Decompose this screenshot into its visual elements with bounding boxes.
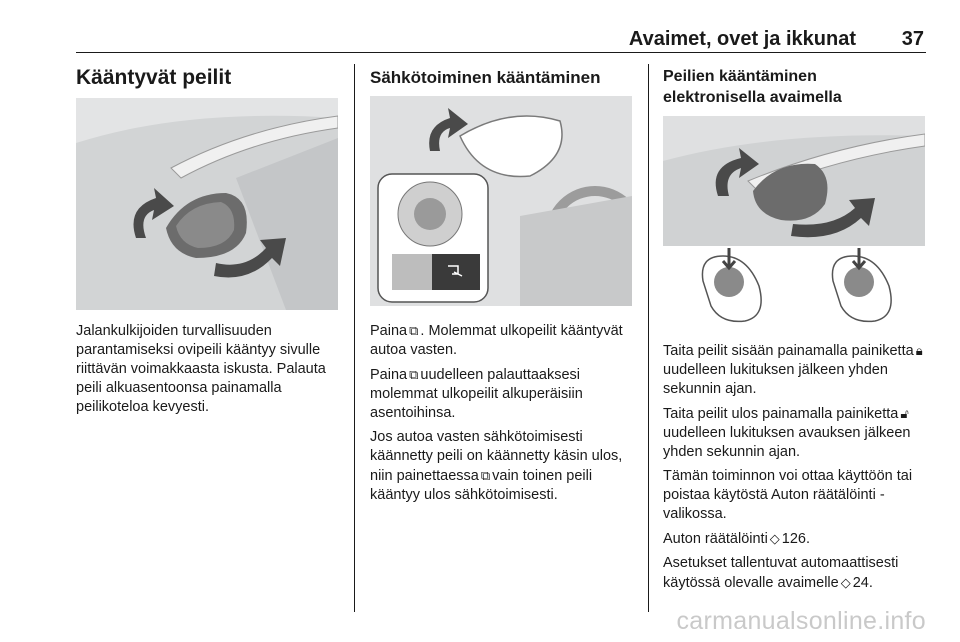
electronic-key-illustration (663, 116, 925, 330)
column-divider (354, 64, 355, 612)
paragraph (370, 428, 638, 505)
mirror-fold-icon: ⧉ (480, 468, 491, 483)
paragraph (370, 321, 638, 360)
text: . Molemmat ulkopeilit kääntyvät autoa vasten. (370, 323, 623, 358)
text: Taita peilit sisään painamalla painiketta (663, 343, 914, 359)
text: uudelleen palauttaaksesi molemmat ulkopeilit alkuperäisiin asentoihinsa. (370, 367, 583, 421)
col3-text (663, 341, 927, 598)
folding-mirror-illustration (76, 98, 338, 310)
section-title: Kääntyvät peilit (76, 66, 232, 89)
paragraph: Tämän toiminnon voi ottaa käyttöön tai poistaa käytöstä Auton räätälöinti -valikossa. (663, 468, 913, 522)
text: uudelleen lukituksen jälkeen yhden sekunnin ajan. (663, 362, 888, 397)
lock-icon: 🔒︎ (915, 343, 923, 358)
text: vain toinen peili kääntyy ulos sähkötoimisesti. (370, 468, 593, 503)
text: Paina (370, 323, 408, 339)
page-number: 37 (901, 28, 924, 50)
paragraph (663, 341, 927, 399)
text: 126. (781, 531, 811, 547)
text: Paina (370, 367, 408, 383)
text: 24. (852, 575, 873, 591)
title-line: elektronisella avaimella (663, 89, 842, 106)
page-reference-icon: ◇ (840, 575, 851, 590)
paragraph (370, 365, 638, 423)
mirror-switch-illustration (370, 96, 632, 306)
page-header (76, 26, 926, 53)
text: Jos autoa vasten sähkötoimisesti käännetty peili on käännetty käsin ulos, niin painettaessa (370, 429, 623, 484)
col1-text (76, 322, 348, 422)
col2-text (370, 321, 638, 510)
paragraph (663, 404, 927, 462)
paragraph: Jalankulkijoiden turvallisuuden parantamiseksi ovipeili kääntyy sivulle riittävän voimakkaasta iskusta. Palauta peili alkuasentoonsa painamalla peilikoteloa kevyesti. (76, 323, 326, 415)
mirror-fold-icon: ⧉ (409, 323, 419, 338)
unlock-icon: 🔓︎ (900, 406, 909, 421)
text: uudelleen lukituksen avauksen jälkeen yhden sekunnin ajan. (663, 425, 911, 460)
text: Taita peilit ulos painamalla painiketta (663, 406, 899, 422)
paragraph (663, 529, 927, 549)
chapter-title: Avaimet, ovet ja ikkunat (628, 28, 856, 50)
section-title: Sähkötoiminen kääntäminen (370, 68, 601, 87)
paragraph (663, 554, 927, 593)
text: Asetukset tallentuvat automaattisesti käytössä olevalle avaimelle (663, 555, 899, 591)
column-divider (648, 64, 649, 612)
watermark: carmanualsonline.info (676, 607, 926, 635)
page-reference-icon: ◇ (769, 531, 780, 546)
text: Auton räätälöinti (663, 531, 768, 547)
mirror-fold-icon: ⧉ (409, 367, 419, 382)
title-line: Peilien kääntäminen (663, 68, 817, 85)
section-title (663, 66, 842, 108)
